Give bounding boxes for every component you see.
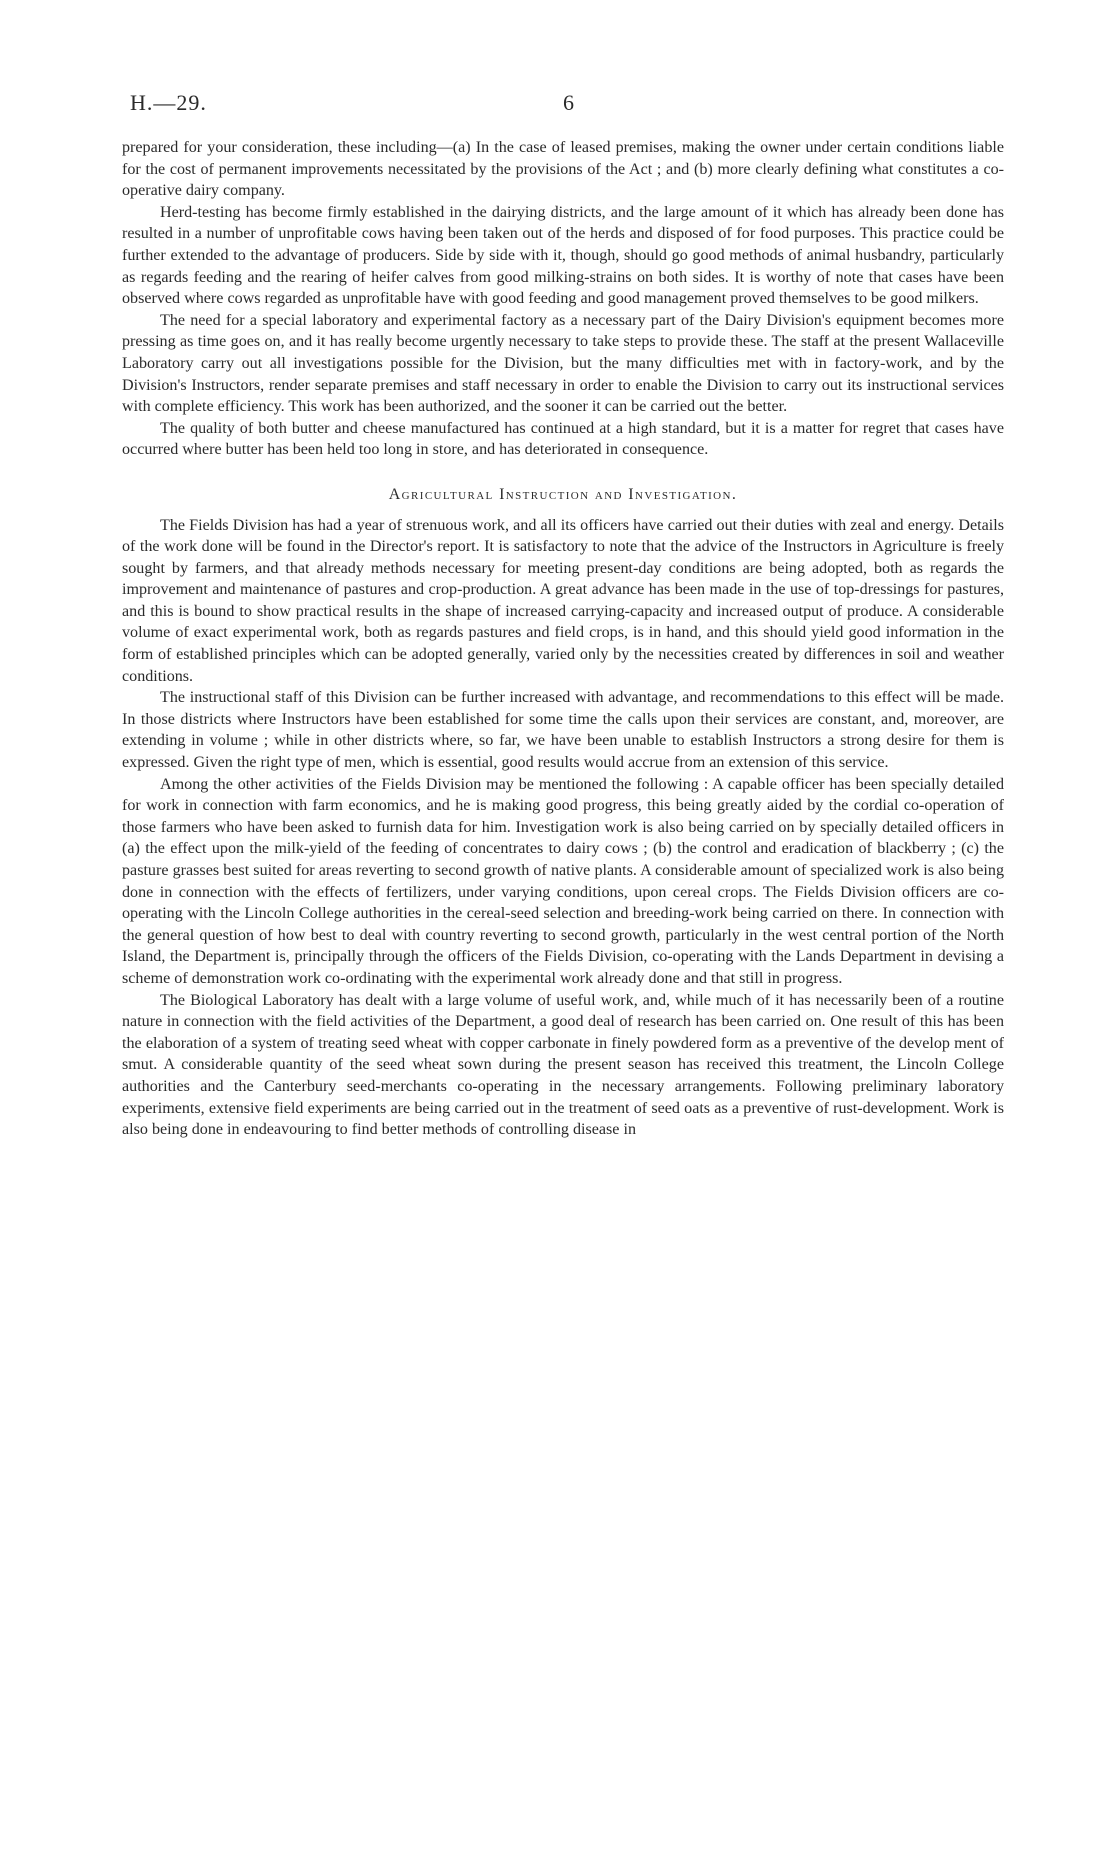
- paragraph-laboratory: The need for a special laboratory and experimental factory as a necessary part of the Dairy Division's equipment becomes more pressing as time goes on, and it has really become urgently necessary to take steps to provide these. The staff at the present Wallaceville Laboratory carry out all investigations possible for the Division, but the many difficulties met with in factory-work, and by the Division's Instructors, render separate premises and staff necessary in order to enable the Division to carry out its instructional services with complete efficiency. This work has been authorized, and the sooner it can be carried out the better.: [122, 311, 1004, 416]
- paragraph-other-activities: Among the other activities of the Fields Division may be mentioned the following : A capable officer has been specially detailed for work in connection with farm economics, and he is making good progress, this being greatly aided by the cordial co-operation of those farmers who have been asked to furnish data for him. Investigation work is also being carried on by specially detailed officers in (a) the effect upon the milk-yield of the feeding of concentrates to dairy cows ; (b) the control and eradication of blackberry ; (c) the pasture grasses best suited for areas reverting to second growth of native plants. A considerable amount of specialized work is also being done in connection with the effects of fertilizers, under varying conditions, upon cereal crops. The Fields Division officers are co-operating with the Lincoln College authorities in the cereal-seed selection and breeding-work being carried on there. In connection with the general question of how best to deal with country reverting to second growth, particularly in the west central portion of the North Island, the Department is, principally through the officers of the Fields Division, co-operating with the Lands Department in devising a scheme of demonstration work co-ordinating with the experimental work already done and that still in progress.: [122, 775, 1004, 987]
- page-header: [122, 90, 1004, 120]
- paragraph-herd-testing: Herd-testing has become firmly established in the dairying districts, and the large amount of it which has already been done has resulted in a number of unprofitable cows having been taken out of the herds and disposed of for food purposes. This practice could be further extended to the advantage of producers. Side by side with it, though, should go good methods of animal husbandry, particularly as regards feeding and the rearing of heifer calves from good milking-strains on both sides. It is worthy of note that cases have been observed where cows regarded as unprofitable have with good feeding and good management proved themselves to be good milkers.: [122, 203, 1004, 308]
- section-heading: Agricultural Instruction and Investigation.: [388, 485, 738, 503]
- paragraph-continued: prepared for your consideration, these including—(a) In the case of leased premises, making the owner under certain conditions liable for the cost of permanent improvements necessitated by the provisions of the Act ; and (b) more clearly defining what constitutes a co-operative dairy company.: [122, 139, 1004, 200]
- paragraph-instructional-staff: The instructional staff of this Division can be further increased with advantage, and recommendations to this effect will be made. In those districts where Instructors have been established for some time the calls upon their services are constant, and, moreover, are extending in volume ; while in other districts where, so far, we have been unable to establish Instructors a strong desire for them is expressed. Given the right type of men, which is essential, good results would accrue from an extension of this service.: [122, 689, 1004, 772]
- paragraph-fields-division: The Fields Division has had a year of strenuous work, and all its officers have carried out their duties with zeal and energy. Details of the work done will be found in the Director's report. It is satisfactory to note that the advice of the Instructors in Agriculture is freely sought by farmers, and that already methods necessary for meeting present-day conditions are being adopted, both as regards the improvement and maintenance of pastures and crop-production. A great advance has been made in the use of top-dressings for pastures, and this is bound to show practical results in the shape of increased carrying-capacity and increased output of produce. A considerable volume of exact experimental work, both as regards pastures and field crops, is in hand, and this should yield good information in the form of established principles which can be adopted generally, varied only by the necessities created by differences in soil and weather conditions.: [122, 516, 1004, 685]
- paragraph-biological-laboratory: The Biological Laboratory has dealt with a large volume of useful work, and, while much of it has necessarily been of a routine nature in connection with the field activities of the Department, a good deal of research has been carried on. One result of this has been the elaboration of a system of treating seed wheat with copper carbonate in finely powdered form as a preventive of the develop ment of smut. A considerable quantity of the seed wheat sown during the present season has received this treatment, the Lincoln College authorities and the Canterbury seed-merchants co-operating in the necessary arrangements. Following preliminary laboratory experiments, extensive field experiments are being carried out in the treatment of seed oats as a preventive of rust-development. Work is also being done in endeavouring to find better methods of controlling disease in: [122, 991, 1004, 1139]
- body-text: [122, 137, 1004, 1141]
- page-number: 6: [563, 90, 574, 115]
- document-reference: H.—29.: [130, 90, 207, 115]
- paragraph-quality: The quality of both butter and cheese manufactured has continued at a high standard, but it is a matter for regret that cases have occurred where butter has been held too long in store, and has deteriorated in consequence.: [122, 419, 1004, 459]
